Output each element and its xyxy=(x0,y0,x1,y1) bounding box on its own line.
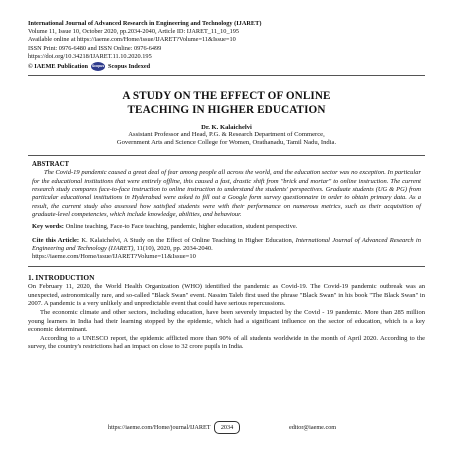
section-heading-introduction: 1. INTRODUCTION xyxy=(28,273,95,283)
paper-title xyxy=(28,90,425,117)
citation-journal: International Journal of Advanced Research in Engineering and Technology (IJARET) xyxy=(32,236,421,252)
footer-email[interactable]: editor@iaeme.com xyxy=(289,424,337,431)
introduction-body xyxy=(28,283,425,351)
page-footer xyxy=(0,421,453,435)
scopus-indexed-label: Scopus Indexed xyxy=(107,63,151,71)
doi-line[interactable]: https://doi.org/10.34218/IJARET.11.10.2020.195 xyxy=(28,52,152,60)
intro-paragraph-3: According to a UNESCO report, the epidemic afflicted more than 90% of all students worldwide in the month of April 2020. According to the survey, the country's restrictions had an impact on close to 32 crore pupils in India. xyxy=(28,335,425,351)
affiliation-line-1: Assistant Professor and Head, P.G. & Research Department of Commerce, xyxy=(128,131,325,139)
citation-label: Cite this Article: xyxy=(32,236,80,244)
citation-url[interactable]: https://iaeme.com/Home/issue/IJARET?Volume=11&Issue=10 xyxy=(32,253,196,261)
author-affiliation xyxy=(28,131,425,147)
title-line-1: A STUDY ON THE EFFECT OF ONLINE xyxy=(122,90,331,103)
abstract-divider xyxy=(28,266,425,267)
keywords xyxy=(32,223,421,231)
issn-line: ISSN Print: 0976-6480 and ISSN Online: 0976-6499 xyxy=(28,44,162,52)
affiliation-line-2: Government Arts and Science College for Women, Orathanadu, Tamil Nadu, India. xyxy=(116,139,337,147)
keywords-label: Key words: xyxy=(32,223,64,231)
journal-name: International Journal of Advanced Research in Engineering and Technology (IJARET) xyxy=(28,20,262,27)
footer-journal-url[interactable]: https://iaeme.com/Home/journal/IJARET xyxy=(108,424,211,431)
abstract-text: The Covid-19 pandemic caused a great deal of fear among people all across the world, and the education sector was no exception. In particular for the educational institutions that were entirely offline, this caused a fast, drastic shift from "brick and mortar" to online instruction. The current research study compares face-to-face instruction to online instruction to understand the students' perspectives. Graduate students (UG & PG) from particular educational institutions in Hyderabad were asked to fill out a Google form survey questionnaire in order to obtain primary data. As a result, the current study also assessed how satisfied students were with their performance on numerous metrics, such as their acquisition of graduate-level competencies, which include knowledge, abilities, and behaviour. xyxy=(32,169,421,218)
publisher-name: © IAEME Publication xyxy=(28,63,88,71)
intro-paragraph-2: The economic climate and other sectors, including education, have been severely impacted by the Covid - 19 pandemic. More than 285 million young learners in India had their learning stopped by the epidemic, which had a significant influence on the sector of education, which is a key economic determinant. xyxy=(28,309,425,333)
header-divider xyxy=(28,75,425,76)
intro-paragraph-1: On February 11, 2020, the World Health Organization (WHO) identified the pandemic as Covid-19. The Covid-19 pandemic outbreak was an unexpected, astronomically rare, and so-called "Black Swan" event. Nassim Taleb first used the phrase "Black Swan" in his book "The Black Swan" in 2007. A pandemic is a very unlikely and unpredictable event that could have serious repercussions. xyxy=(28,283,425,307)
author-name: Dr. K. Kalaichelvi xyxy=(201,124,252,132)
citation-text-1: K. Kalaichelvi, A Study on the Effect of Online Teaching in Higher Education, xyxy=(79,236,296,244)
keywords-text: Online teaching, Face-to Face teaching, pandemic, higher education, student perspective. xyxy=(63,223,298,231)
volume-line: Volume 11, Issue 10, October 2020, pp.2034-2040, Article ID: IJARET_11_10_195 xyxy=(28,28,240,36)
abstract-heading: ABSTRACT xyxy=(32,161,70,169)
publisher-line xyxy=(28,62,425,71)
abstract-box xyxy=(28,155,425,261)
journal-header xyxy=(28,20,425,61)
available-online-line[interactable]: Available online at https://iaeme.com/Home/issue/IJARET?Volume=11&Issue=10 xyxy=(28,36,236,44)
title-line-2: TEACHING IN HIGHER EDUCATION xyxy=(127,103,326,116)
citation xyxy=(32,237,421,262)
paper-page xyxy=(28,20,425,353)
page-number: 2034 xyxy=(214,421,240,434)
scopus-logo-icon: Scopus xyxy=(91,62,105,71)
citation-text-2: , 11(10), 2020, pp. 2034-2040. xyxy=(133,244,213,252)
